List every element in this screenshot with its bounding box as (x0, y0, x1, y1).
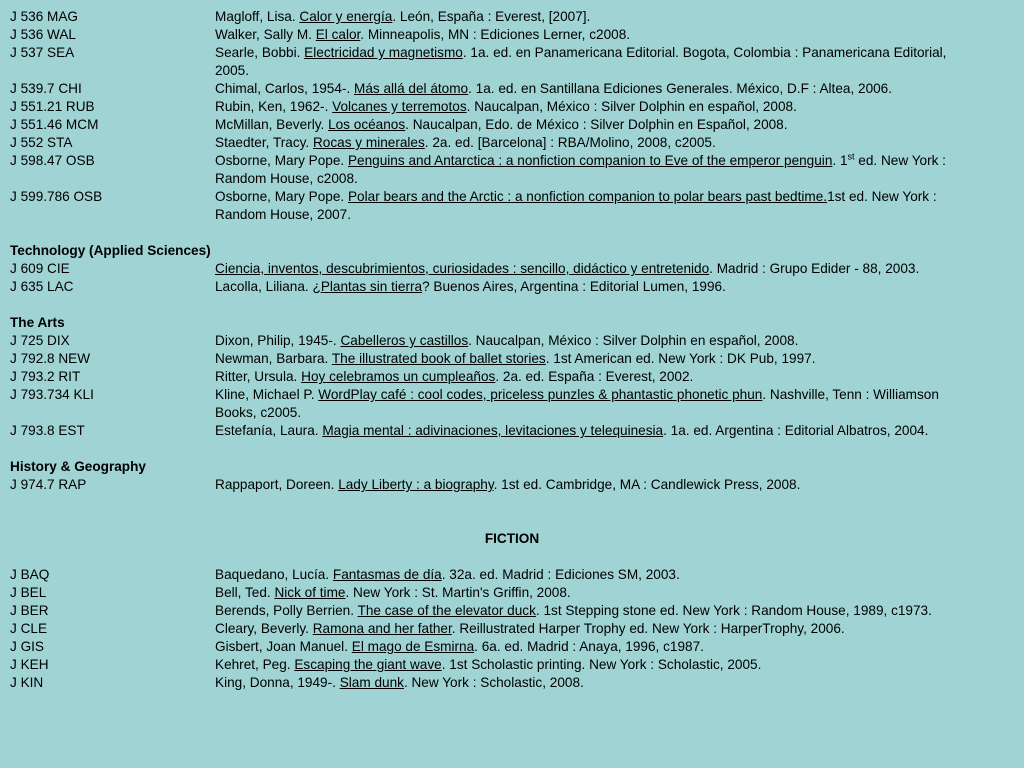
entry-row (0, 566, 1024, 584)
author: Baquedano, Lucía. (215, 567, 333, 582)
author: Searle, Bobbi. (215, 45, 305, 60)
book-title: Ciencia, inventos, descubrimientos, curiosidades : sencillo, didáctico y entretenido (215, 261, 710, 276)
call-number: J 551.21 RUB (10, 99, 95, 114)
author: Kehret, Peg. (215, 657, 295, 672)
call-number: J KEH (10, 657, 49, 672)
book-title: Calor y energía (299, 9, 393, 24)
author: Kline, Michael P. (215, 387, 319, 402)
entry-text (215, 26, 975, 44)
entry-row (0, 638, 1024, 656)
author: Cleary, Beverly. (215, 621, 313, 636)
entry-row (0, 674, 1024, 692)
entry-row (0, 188, 1024, 224)
entry-text (215, 584, 975, 602)
publication: . New York : St. Martin's Griffin, 2008. (345, 585, 571, 600)
entry-row (0, 278, 1024, 296)
entry-text (215, 278, 975, 296)
entry-row (0, 476, 1024, 494)
book-title: Penguins and Antarctica : a nonfiction companion to Eve of the emperor penguin (347, 153, 833, 168)
entry-text (215, 566, 975, 584)
publication: . 1a. ed. en Santillana Ediciones Generales. México, D.F : Altea, 2006. (468, 81, 893, 96)
book-title: Los océanos (328, 117, 406, 132)
section-spacer (0, 494, 1024, 530)
publication: . New York : Scholastic, 2008. (403, 675, 584, 690)
author: Chimal, Carlos, 1954-. (215, 81, 355, 96)
call-number: J GIS (10, 639, 44, 654)
entry-text (215, 44, 975, 80)
entry-text (215, 368, 975, 386)
call-number: J 552 STA (10, 135, 73, 150)
author: Ritter, Ursula. (215, 369, 302, 384)
publication: . 2a. ed. España : Everest, 2002. (495, 369, 694, 384)
entry-text (215, 674, 975, 692)
call-number: J 725 DIX (10, 333, 70, 348)
publication: . Madrid : Grupo Edider - 88, 2003. (709, 261, 920, 276)
book-title: Polar bears and the Arctic : a nonfiction companion to polar bears past bedtime. (347, 189, 828, 204)
book-title: The illustrated book of ballet stories (331, 351, 546, 366)
publication: . León, España : Everest, [2007]. (392, 9, 591, 24)
entry-text (215, 350, 975, 368)
publication: . 6a. ed. Madrid : Anaya, 1996, c1987. (474, 639, 704, 654)
book-title: Más allá del átomo (354, 81, 469, 96)
entry-text (215, 422, 975, 440)
entry-row (0, 332, 1024, 350)
book-title: Escaping the giant wave (294, 657, 442, 672)
entry-row (0, 80, 1024, 98)
book-title: Rocas y minerales (312, 135, 425, 150)
entry-text (215, 134, 975, 152)
call-number: J 599.786 OSB (10, 189, 103, 204)
entry-row (0, 44, 1024, 80)
call-number: J 793.734 KLI (10, 387, 94, 402)
publication: ed. New York : Random House, c2008. (215, 153, 946, 186)
entry-row (0, 422, 1024, 440)
call-number: J BEL (10, 585, 47, 600)
publication: . 1st Stepping stone ed. New York : Random House, 1989, c1973. (535, 603, 932, 618)
call-number: J 539.7 CHI (10, 81, 82, 96)
call-number: J 793.8 EST (10, 423, 85, 438)
author: Lacolla, Liliana. (215, 279, 313, 294)
book-title: Ramona and her father (312, 621, 452, 636)
entry-row (0, 260, 1024, 278)
entry-row (0, 8, 1024, 26)
book-title: Volcanes y terremotos (332, 99, 467, 114)
call-number: J 551.46 MCM (10, 117, 99, 132)
call-number: J BER (10, 603, 49, 618)
section-heading-fiction: FICTION (484, 531, 540, 546)
call-number: J 792.8 NEW (10, 351, 91, 366)
entry-row (0, 350, 1024, 368)
publication: . 1a. ed. en Panamericana Editorial. Bogota, Colombia : Panamericana Editorial, 2005. (215, 45, 947, 78)
publication: . Naucalpan, México : Silver Dolphin en español, 2008. (468, 333, 799, 348)
section-heading-history: History & Geography (10, 459, 146, 474)
call-number: J 536 MAG (10, 9, 78, 24)
call-number: J 598.47 OSB (10, 153, 95, 168)
section-spacer (0, 440, 1024, 458)
entry-text (215, 386, 975, 422)
entry-row (0, 386, 1024, 422)
call-number: J 537 SEA (10, 45, 75, 60)
call-number: J 635 LAC (10, 279, 74, 294)
book-title: The case of the elevator duck (357, 603, 536, 618)
entry-text (215, 116, 975, 134)
title-prefix: ¿ (312, 279, 321, 294)
entry-row (0, 620, 1024, 638)
publication: . 1a. ed. Argentina : Editorial Albatros, 2004. (663, 423, 929, 438)
publication: . Naucalpan, Edo. de México : Silver Dolphin en Español, 2008. (405, 117, 788, 132)
entry-row (0, 98, 1024, 116)
book-title: El mago de Esmirna (351, 639, 475, 654)
publication: . 1st ed. Cambridge, MA : Candlewick Press, 2008. (493, 477, 801, 492)
author: Rubin, Ken, 1962-. (215, 99, 333, 114)
author: McMillan, Beverly. (215, 117, 329, 132)
author: Gisbert, Joan Manuel. (215, 639, 352, 654)
publication: . Naucalpan, México : Silver Dolphin en español, 2008. (466, 99, 797, 114)
author: Dixon, Philip, 1945-. (215, 333, 341, 348)
entry-text (215, 476, 975, 494)
book-title: Magia mental : adivinaciones, levitaciones y telequinesia (322, 423, 664, 438)
book-title: Slam dunk (339, 675, 404, 690)
publication: . Nashville, Tenn : Williamson Books, c2005. (215, 387, 939, 420)
author: Estefanía, Laura. (215, 423, 323, 438)
publication: 1st ed. New York : Random House, 2007. (215, 189, 937, 222)
entry-text (215, 152, 975, 188)
section-heading-arts: The Arts (10, 315, 65, 330)
call-number: J 974.7 RAP (10, 477, 87, 492)
section-spacer (0, 224, 1024, 242)
entry-row (0, 152, 1024, 188)
entry-row (0, 26, 1024, 44)
author: Magloff, Lisa. (215, 9, 300, 24)
call-number: J KIN (10, 675, 44, 690)
entry-row (0, 584, 1024, 602)
publication: . 2a. ed. [Barcelona] : RBA/Molino, 2008, c2005. (424, 135, 716, 150)
entry-text (215, 260, 975, 278)
author: Walker, Sally M. (215, 27, 316, 42)
publication: . 1st Scholastic printing. New York : Scholastic, 2005. (441, 657, 762, 672)
entry-text (215, 188, 975, 224)
entry-text (215, 332, 975, 350)
entry-row (0, 116, 1024, 134)
section-heading-technology: Technology (Applied Sciences) (10, 243, 211, 258)
book-title: Cabelleros y castillos (340, 333, 469, 348)
entry-text (215, 620, 975, 638)
entry-text (215, 602, 975, 620)
entry-row (0, 368, 1024, 386)
edition-ordinal: st (847, 151, 855, 162)
entry-text (215, 80, 975, 98)
author: King, Donna, 1949-. (215, 675, 340, 690)
call-number: J BAQ (10, 567, 50, 582)
book-title: Lady Liberty : a biography (338, 477, 494, 492)
book-title: Plantas sin tierra (320, 279, 423, 294)
book-title: Nick of time (274, 585, 346, 600)
author: Bell, Ted. (215, 585, 275, 600)
entry-row (0, 134, 1024, 152)
call-number: J CLE (10, 621, 48, 636)
edition-number: . 1 (832, 153, 848, 168)
author: Berends, Polly Berrien. (215, 603, 358, 618)
call-number: J 793.2 RIT (10, 369, 81, 384)
publication: . Reillustrated Harper Trophy ed. New York : HarperTrophy, 2006. (451, 621, 845, 636)
call-number: J 609 CIE (10, 261, 70, 276)
publication: . 1st American ed. New York : DK Pub, 1997. (545, 351, 816, 366)
call-number: J 536 WAL (10, 27, 76, 42)
entry-row (0, 656, 1024, 674)
entry-text (215, 656, 975, 674)
entry-row (0, 602, 1024, 620)
entry-text (215, 638, 975, 656)
author: Staedter, Tracy. (215, 135, 313, 150)
publication: ? Buenos Aires, Argentina : Editorial Lumen, 1996. (422, 279, 726, 294)
entry-text (215, 8, 975, 26)
book-title: El calor (315, 27, 361, 42)
section-spacer (0, 548, 1024, 566)
publication: . Minneapolis, MN : Ediciones Lerner, c2008. (360, 27, 631, 42)
book-title: WordPlay café : cool codes, priceless punzles & phantastic phonetic phun (318, 387, 763, 402)
publication: . 32a. ed. Madrid : Ediciones SM, 2003. (441, 567, 680, 582)
book-title: Electricidad y magnetismo (304, 45, 463, 60)
author: Newman, Barbara. (215, 351, 332, 366)
book-title: Fantasmas de día (332, 567, 442, 582)
author: Osborne, Mary Pope. (215, 189, 348, 204)
book-title: Hoy celebramos un cumpleaños (301, 369, 496, 384)
author: Osborne, Mary Pope. (215, 153, 348, 168)
section-spacer (0, 296, 1024, 314)
author: Rappaport, Doreen. (215, 477, 339, 492)
entry-text (215, 98, 975, 116)
